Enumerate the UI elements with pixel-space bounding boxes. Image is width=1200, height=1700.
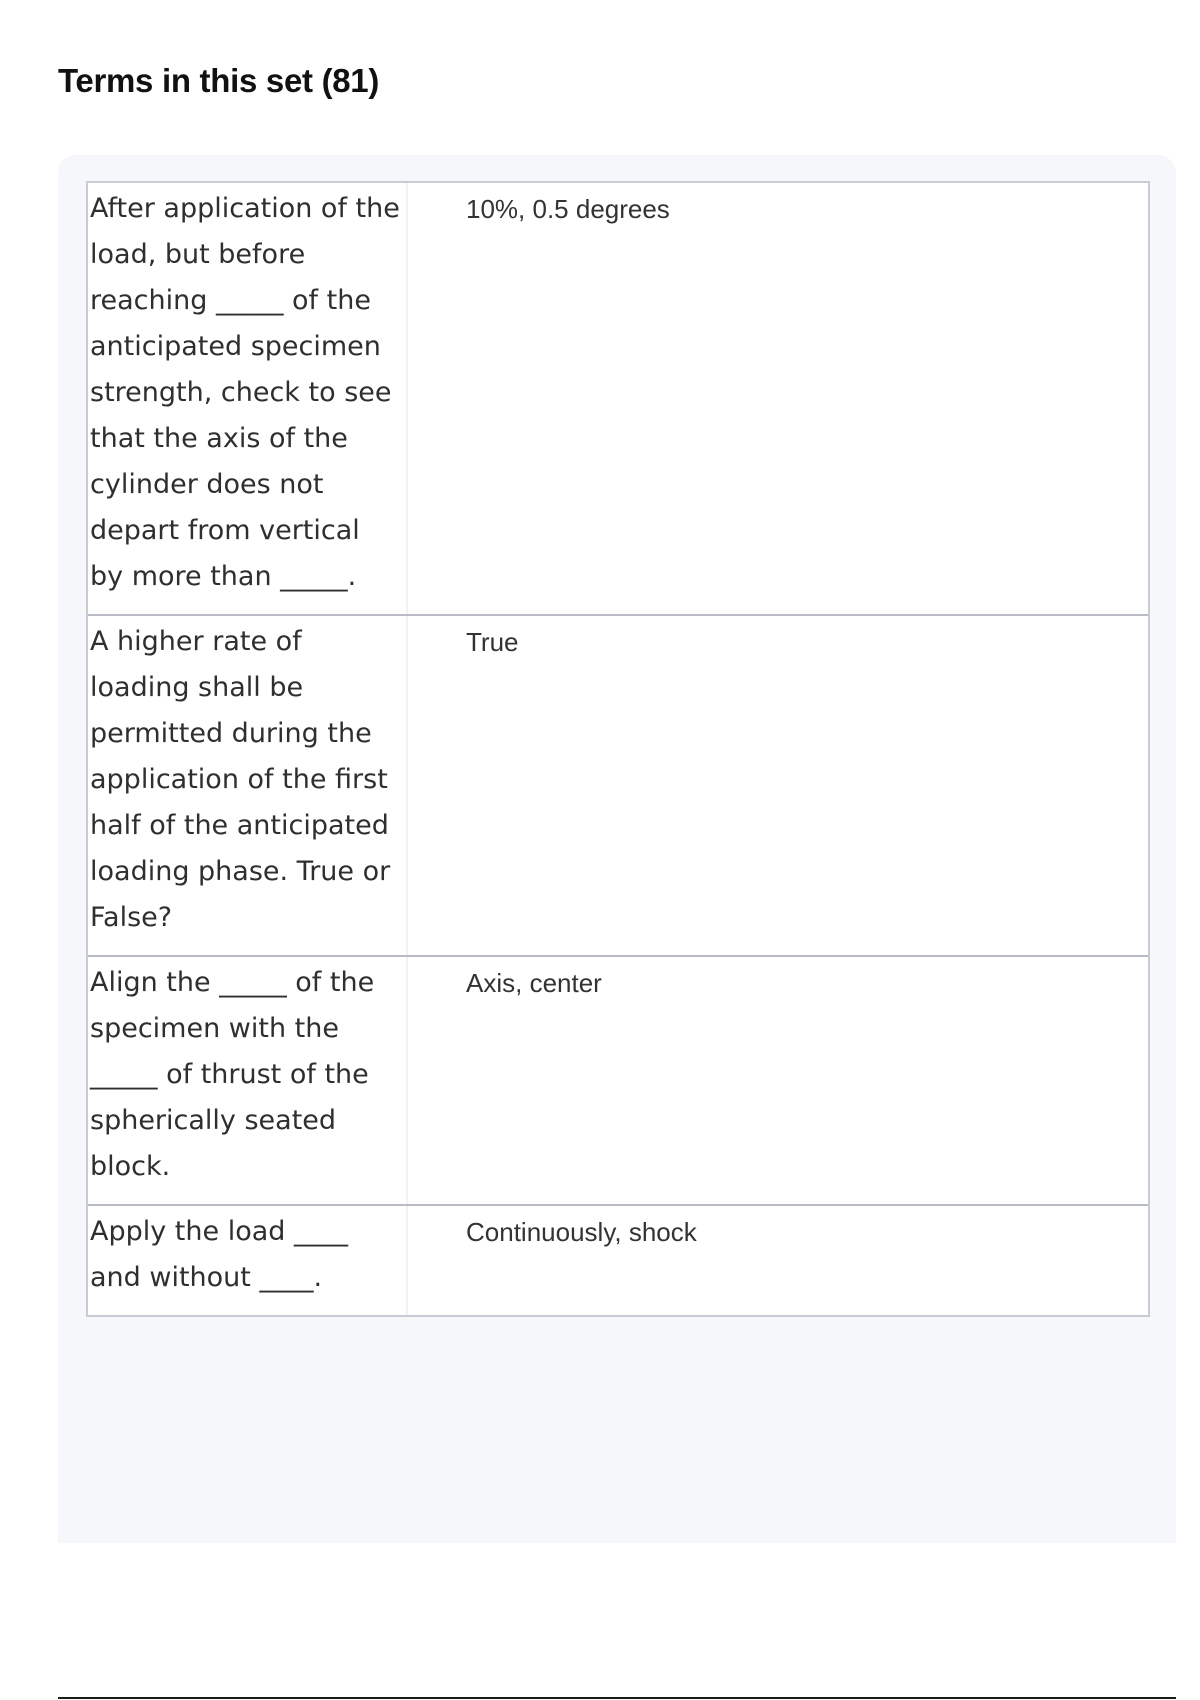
term-row[interactable] bbox=[88, 1206, 1148, 1315]
definition-text: Continuously, shock bbox=[466, 1217, 697, 1247]
terms-table bbox=[86, 181, 1150, 1317]
term-row[interactable] bbox=[88, 957, 1148, 1206]
term-text: Align the _____ of the specimen with the _____ of thrust of the spherically seated block. bbox=[88, 957, 408, 1204]
definition-text: Axis, center bbox=[466, 968, 602, 998]
definition-text: True bbox=[466, 627, 519, 657]
definition-text: 10%, 0.5 degrees bbox=[466, 194, 670, 224]
term-row[interactable] bbox=[88, 616, 1148, 957]
term-text: A higher rate of loading shall be permitted during the application of the first half of the anticipated loading phase. True or False? bbox=[88, 616, 408, 955]
terms-panel bbox=[58, 155, 1176, 1543]
term-text: After application of the load, but before reaching _____ of the anticipated specimen strength, check to see that the axis of the cylinder does not depart from vertical by more than _____. bbox=[88, 183, 408, 614]
page-title: Terms in this set (81) bbox=[58, 62, 380, 99]
bottom-divider bbox=[58, 1697, 1176, 1699]
term-text: Apply the load ____ and without ____. bbox=[88, 1206, 408, 1315]
term-row[interactable] bbox=[88, 183, 1148, 616]
